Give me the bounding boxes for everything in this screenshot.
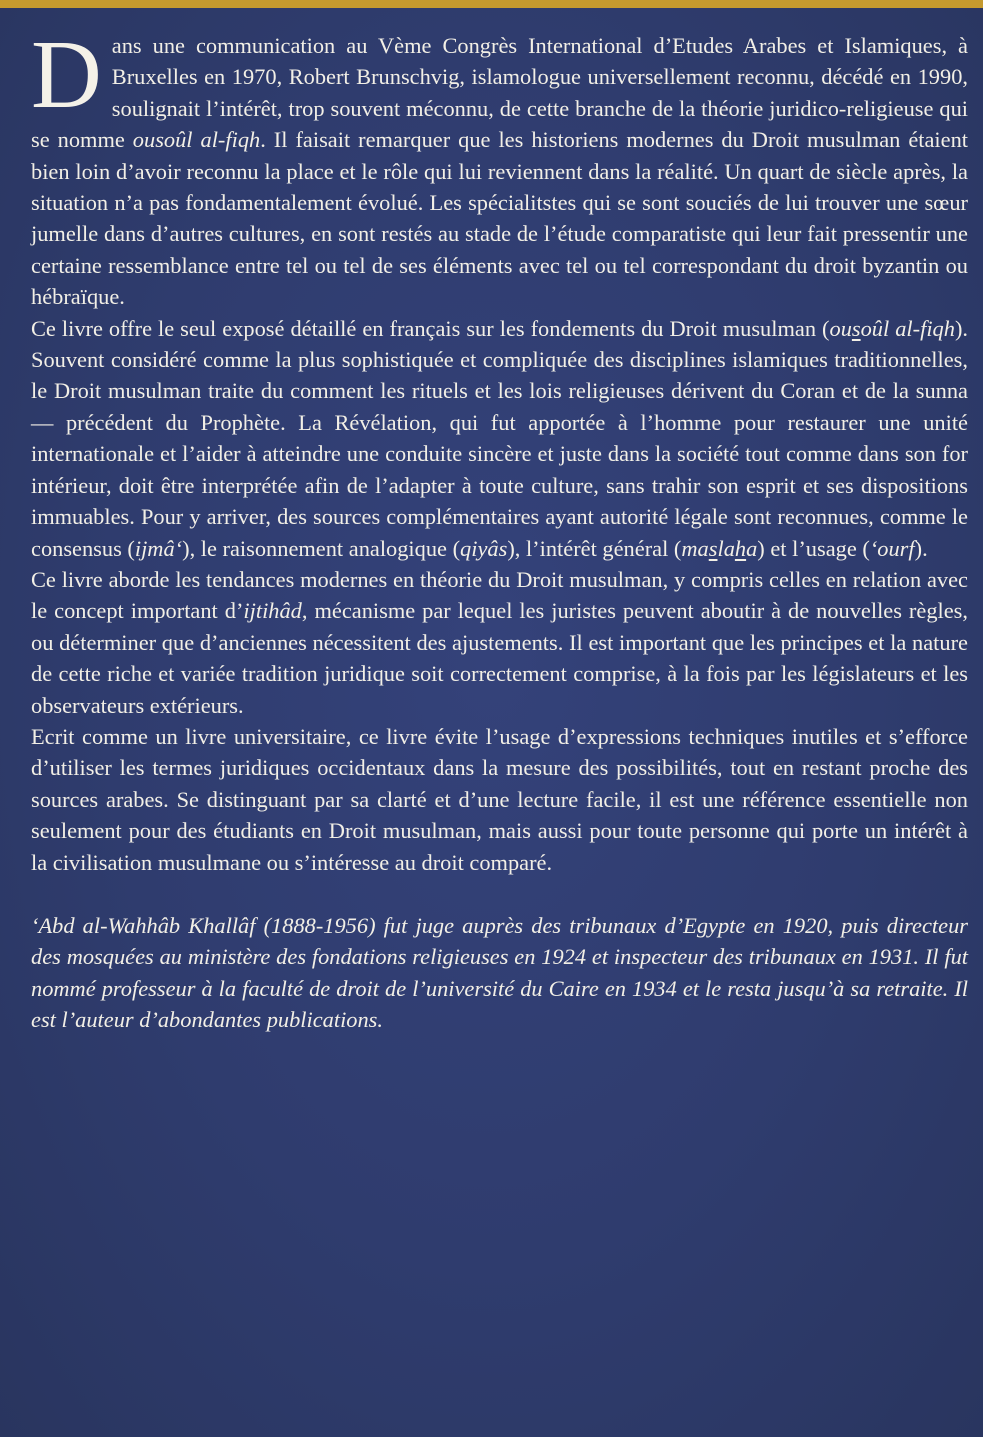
summary-text-4: ), l’intérêt général ( [507,535,682,561]
term-qiyas: qiyâs [460,535,508,561]
summary-text-3: ), le raisonnement analogique ( [182,535,461,561]
term-ousoul-part-b: s [851,315,861,341]
term-ousoul-part-c: oûl al-fiqh [860,315,955,341]
term-maslaha-part-e: a [746,535,758,561]
term-maslaha-part-a: ma [681,535,709,561]
term-maslaha-part-b: s [708,535,718,561]
paragraph-intro [31,21,968,313]
top-gold-band [0,0,983,8]
paragraph-book-summary [31,313,968,564]
drop-cap-letter: D [31,21,102,129]
term-maslaha-part-d: h [734,535,747,561]
trends-text-1: Ce livre aborde les tendances modernes en théorie du Droit musulman, y compris celles en relation avec le concept important d’ [31,566,968,624]
summary-text-1: Ce livre offre le seul exposé détaillé en français sur les fondements du Droit musulman ( [31,315,830,341]
back-cover-text [31,21,968,1036]
paragraph-audience: Ecrit comme un livre universitaire, ce livre évite l’usage d’expressions techniques inutiles et s’efforce d’utiliser les termes juridiques occidentaux dans la mesure des possibilités, tout en restant proche des sources arabes. Se distinguant par sa clarté et d’une lecture facile, il est une référence essentielle non seulement pour des étudiants en Droit musulman, mais aussi pour toute personne qui porte un intérêt à la civilisation musulmane ou s’intéresse au droit comparé. [31,723,968,875]
summary-text-6: ). [914,535,928,561]
term-ijma: ijmâ‘ [134,535,183,561]
trends-text-2: , mécanisme par lequel les juristes peuvent aboutir à de nouvelles règles, ou déterminer que d’anciennes nécessitent des ajustements. Il est important que les principes et la nature de cette riche et variée tradition juridique soit correctement comprise, à la fois par les législateurs et les observateurs extérieurs. [31,598,968,718]
summary-text-5: ) et l’usage ( [757,535,870,561]
summary-text-2: ). Souvent considéré comme la plus sophistiquée et compliquée des disciplines islamiques traditionnelles, le Droit musulman traite du comment les rituels et les lois religieuses dérivent du Coran et de la sunna — précédent du Prophète. La Révélation, qui fut apportée à l’homme pour restaurer une unité internationale et l’aider à atteindre une conduite sincère et juste dans la société tout comme dans son for intérieur, doit être interprétée afin de l’adapter à toute culture, sans trahir son esprit et ses dispositions immuables. Pour y arriver, des sources complémentaires ayant autorité légale sont reconnues, comme le consensus ( [31,315,968,561]
intro-text-2: . Il faisait remarquer que les historiens modernes du Droit musulman étaient bien loin d’avoir reconnu la place et le rôle qui lui reviennent dans la réalité. Un quart de siècle après, la situation n’a pas fondamentalement évolué. Les spécialitstes qui se sont souciés de lui trouver une sœur jumelle dans d’autres cultures, en sont restés au stade de l’étude comparatiste qui leur fait pressentir une certaine ressemblance entre tel ou tel de ses éléments avec tel ou tel correspondant du droit byzantin ou hébraïque. [31,127,968,310]
term-ousoul-part-a: ou [829,315,852,341]
term-ourf: ‘ourf [869,535,915,561]
term-maslaha-part-c: la [717,535,735,561]
paragraph-modern-trends [31,564,968,721]
intro-text-1: ans une communication au Vème Congrès International d’Etudes Arabes et Islamiques, à Bruxelles en 1970, Robert Brunschvig, islamologue universellement reconnu, décédé en 1990, soulignait l’intérêt, trop souvent méconnu, de cette branche de la théorie juridico-religieuse qui se nomme [31,33,968,153]
term-ousoul-al-fiqh: ousoûl al-fiqh [132,127,261,153]
author-biography: ‘Abd al-Wahhâb Khallâf (1888-1956) fut juge auprès des tribunaux d’Egypte en 1920, puis directeur des mosquées au ministère des fondations religieuses en 1924 et inspecteur des tribunaux en 1931. Il fut nommé professeur à la faculté de droit de l’université du Caire en 1934 et le resta jusqu’à sa retraite. Il est l’auteur d’abondantes publications. [31,912,968,1033]
term-ijtihad: ijtihâd [243,598,302,624]
